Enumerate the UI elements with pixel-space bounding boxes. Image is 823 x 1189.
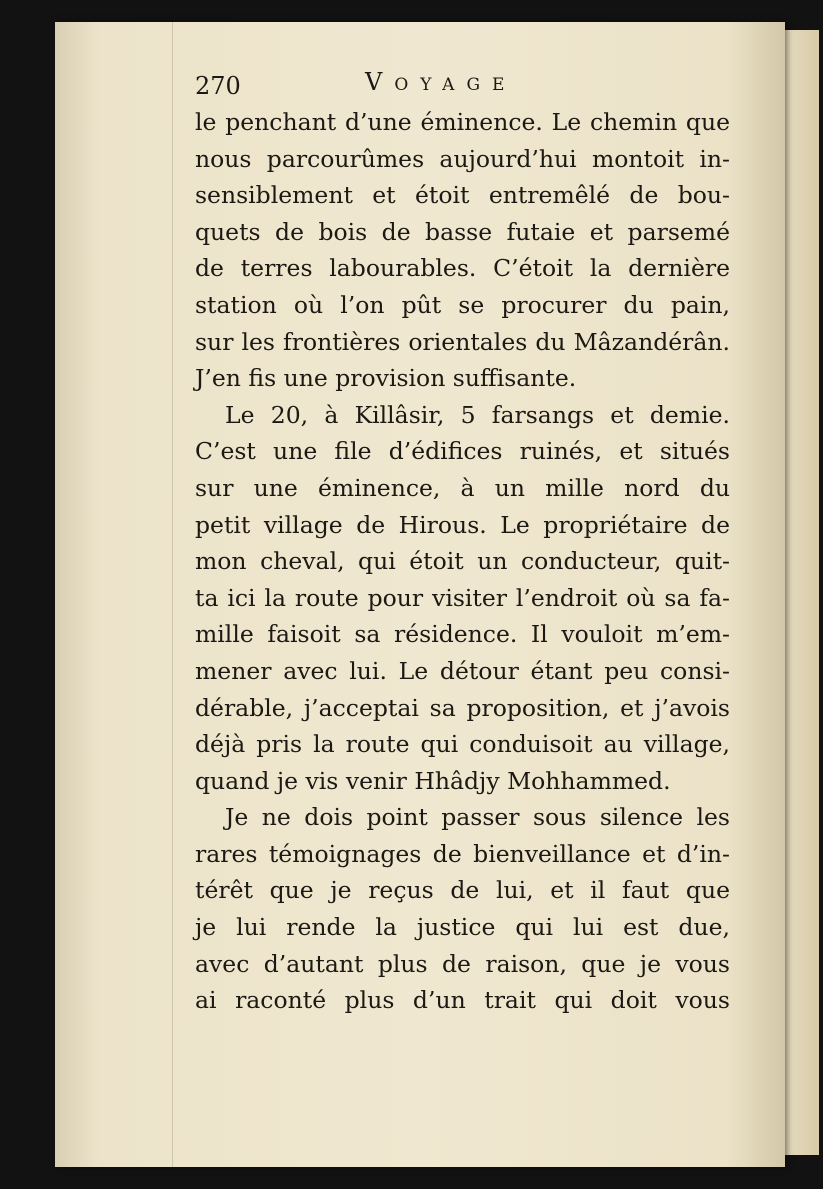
text-line: ta ici la route pour visiter l’endroit où sa fa- [195, 583, 730, 612]
text-line: de terres labourables. C’étoit la dernière [195, 254, 730, 283]
text-line: ai raconté plus d’un trait qui doit vous [195, 986, 730, 1015]
text-line: déjà pris la route qui conduisoit au village, [195, 730, 730, 759]
text-line: rares témoignages de bienveillance et d’in- [195, 839, 730, 868]
text-line: avec d’autant plus de raison, que je vous [195, 949, 730, 978]
text-line: C’est une file d’édifices ruinés, et situés [195, 437, 730, 466]
page-number: 270 [195, 72, 241, 100]
text-line: sensiblement et étoit entremêlé de bou- [195, 181, 730, 210]
text-line: sur les frontières orientales du Mâzandérân. [195, 327, 730, 356]
text-line: petit village de Hirous. Le propriétaire de [195, 510, 730, 539]
text-line: station où l’on pût se procurer du pain, [195, 290, 730, 319]
text-line: mille faisoit sa résidence. Il vouloit m’em- [195, 620, 730, 649]
text-line: nous parcourûmes aujourd’hui montoit in- [195, 144, 730, 173]
book-page [55, 22, 785, 1167]
text-line: Le 20, à Killâsir, 5 farsangs et demie. [225, 400, 730, 429]
running-head [195, 68, 735, 108]
text-line: sur une éminence, à un mille nord du [195, 473, 730, 502]
running-title: Voyage [365, 68, 517, 96]
text-line: J’en fis une provision suffisante. [195, 364, 577, 393]
text-line: le penchant d’une éminence. Le chemin que [195, 108, 730, 136]
text-line: Je ne dois point passer sous silence les [225, 803, 730, 832]
text-line: mon cheval, qui étoit un conducteur, quit- [195, 547, 730, 576]
text-line: quets de bois de basse futaie et parsemé [195, 217, 730, 246]
text-line: je lui rende la justice qui lui est due, [195, 913, 730, 942]
page-gutter-line [172, 22, 173, 1167]
text-line: dérable, j’acceptai sa proposition, et j’avois [195, 693, 730, 722]
text-line: mener avec lui. Le détour étant peu consi- [195, 656, 730, 685]
text-line: quand je vis venir Hhâdjy Mohhammed. [195, 766, 671, 795]
text-line: térêt que je reçus de lui, et il faut que [195, 876, 730, 905]
body-text [195, 104, 730, 1019]
